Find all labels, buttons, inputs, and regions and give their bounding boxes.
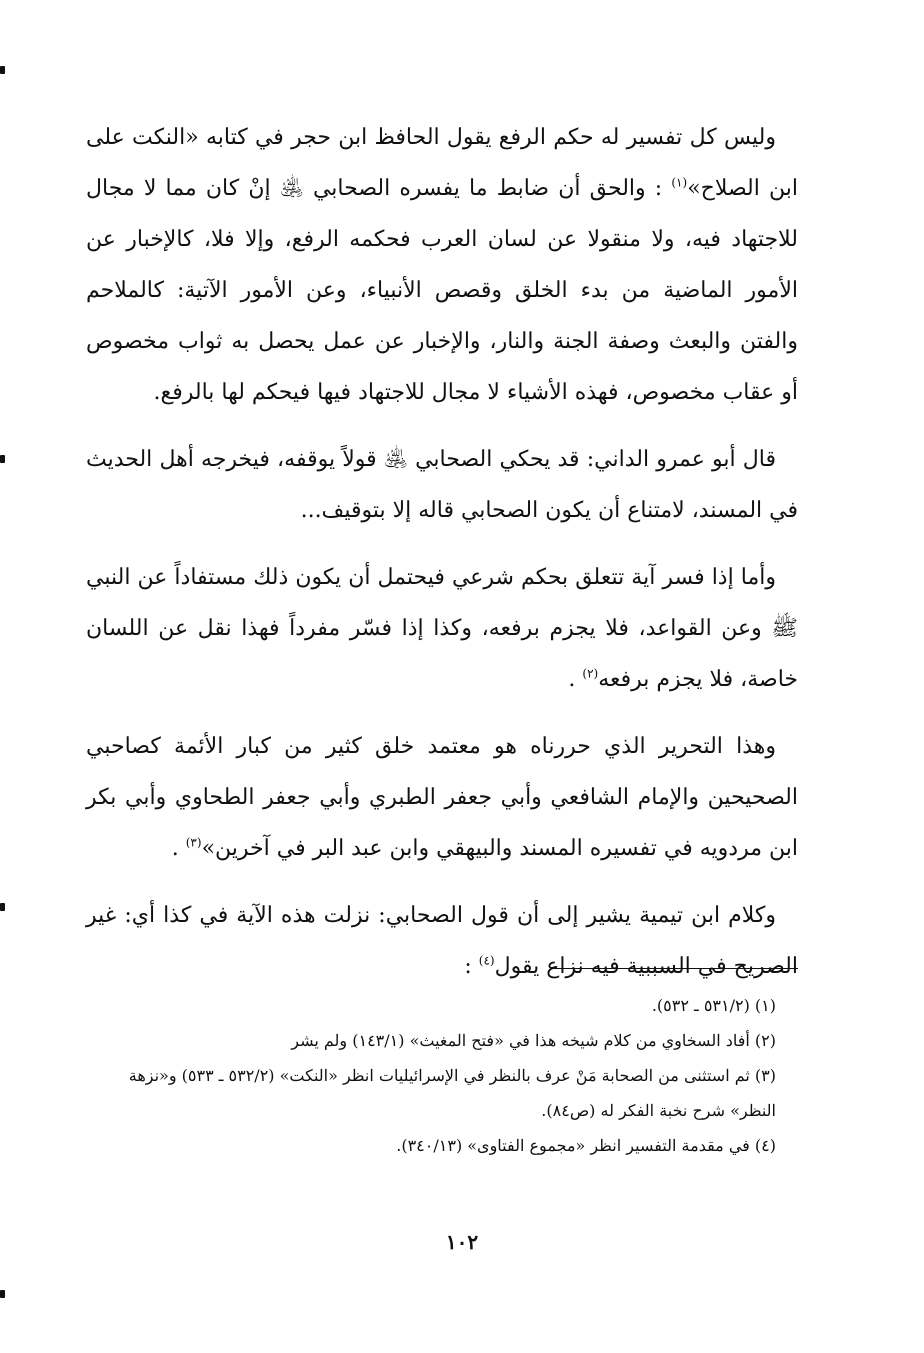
scan-edge-mark (0, 1290, 5, 1298)
paragraph: وكلام ابن تيمية يشير إلى أن قول الصحابي: نزلت هذه الآية في كذا أي: غير الصريح في السببية فيه نزاع يقول$^{(٤)}$ : (86, 903, 798, 979)
footnote: (١) (٥٣١/٢ ـ ٥٣٢). (651, 996, 776, 1015)
scan-edge-mark (0, 903, 5, 911)
paragraph: وليس كل تفسير له حكم الرفع يقول الحافظ ابن حجر في كتابه «النكت على ابن الصلاح»$^{(١)}$ : والحق أن ضابط ما يفسره الصحابي ﵁ إنْ كان مما لا مجال للاجتهاد فيه، ولا منقولا عن لسان العرب فحكمه الرفع، وإلا فلا، كالإخبار عن الأمور الماضية من بدء الخلق وقصص الأنبياء، وعن الأمور الآتية: كالملاحم والفتن والبعث وصفة الجنة والنار، والإخبار عن عمل يحصل به ثواب مخصوص أو عقاب مخصوص، فهذه الأشياء لا مجال للاجتهاد فيها فيحكم لها بالرفع. (86, 125, 799, 405)
footnote: (٣) ثم استثنى من الصحابة مَنْ عرف بالنظر في الإسرائيليات انظر «النكت» (٥٣٢/٢ ـ ٥٣٣) و«نزهة النظر» شرح نخبة الفكر له (ص٨٤). (128, 1066, 776, 1120)
footnote-ref[interactable]: (٤) (478, 953, 495, 968)
scan-edge-mark (0, 66, 5, 74)
main-text (86, 112, 798, 1008)
footnote-ref[interactable]: (٢) (582, 666, 599, 681)
page-number: ١٠٢ (445, 1230, 479, 1254)
paragraph: قال أبو عمرو الداني: قد يحكي الصحابي ﵁ قولاً يوقفه، فيخرجه أهل الحديث في المسند، لامتناع أن يكون الصحابي قاله إلا بتوقيف... (86, 447, 798, 523)
footnote-ref[interactable]: (١) (671, 175, 688, 190)
footnote: (٤) في مقدمة التفسير انظر «مجموع الفتاوى» (٣٤٠/١٣). (396, 1136, 776, 1155)
footnote-divider (553, 968, 798, 969)
footnote-ref[interactable]: (٣) (185, 835, 202, 850)
paragraph: وهذا التحرير الذي حررناه هو معتمد خلق كثير من كبار الأئمة كصاحبي الصحيحين والإمام الشافعي وأبي جعفر الطبري وأبي جعفر الطحاوي وأبي بكر ابن مردويه في تفسيره المسند والبيهقي وابن عبد البر في آخرين»$^{(٣)}$ . (86, 734, 798, 861)
paragraph: وأما إذا فسر آية تتعلق بحكم شرعي فيحتمل أن يكون ذلك مستفاداً عن النبي ﷺ وعن القواعد، فلا يجزم برفعه، وكذا إذا فسّر مفرداً فهذا نقل عن اللسان خاصة، فلا يجزم برفعه$^{(٢)}$ . (86, 565, 798, 692)
footnotes (86, 988, 798, 1163)
scan-edge-mark (0, 455, 5, 463)
footnote: (٢) أفاد السخاوي من كلام شيخه هذا في «فتح المغيث» (١٤٣/١) ولم يشر (291, 1031, 776, 1050)
